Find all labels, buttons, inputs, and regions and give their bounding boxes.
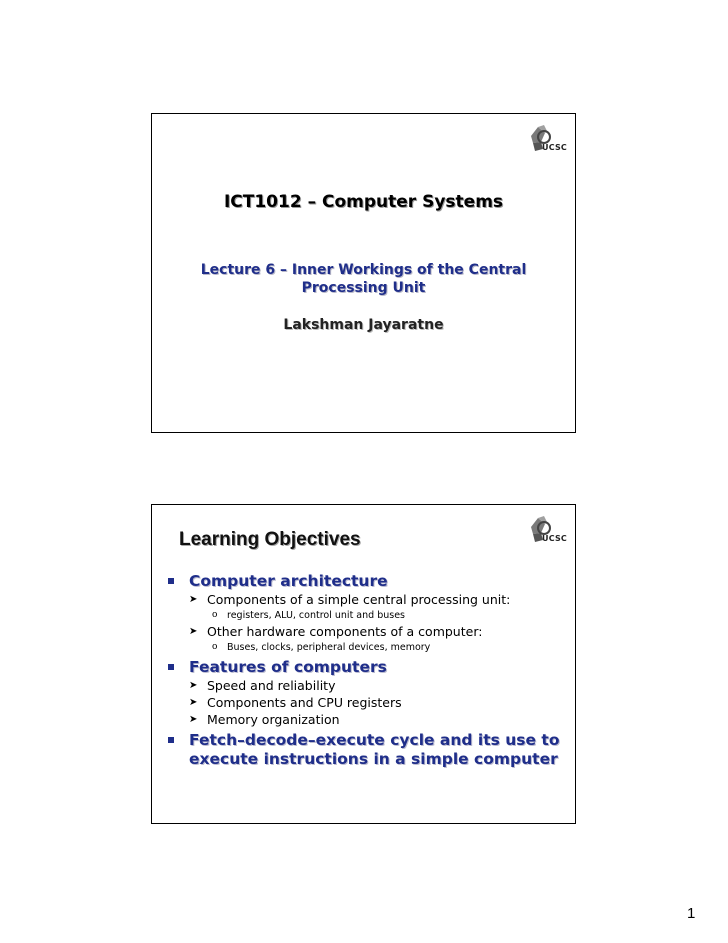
objective-item — [152, 572, 575, 591]
sub-item — [152, 694, 575, 711]
objectives-slide — [151, 504, 576, 824]
logo-text: UCSC — [542, 143, 567, 152]
objective-text: Computer architecture — [189, 572, 388, 590]
arrow-bullet-icon: ➤ — [189, 697, 198, 708]
sub-item-text: Memory organization — [207, 712, 340, 727]
objectives-list — [152, 569, 575, 769]
detail-item — [152, 608, 575, 623]
square-bullet-icon — [168, 737, 174, 743]
circle-bullet-icon: o — [212, 642, 218, 652]
square-bullet-icon — [168, 578, 174, 584]
ucsc-logo — [525, 513, 569, 549]
objective-text: Fetch–decode–execute cycle and its use to execute instructions in a simple computer — [189, 731, 560, 768]
lecture-title: Lecture 6 – Inner Workings of the Central Processing Unit — [200, 262, 527, 296]
objective-text: Features of computers — [189, 658, 387, 676]
slide-heading: Learning Objectives — [179, 529, 361, 550]
sub-item — [152, 711, 575, 728]
arrow-bullet-icon: ➤ — [189, 594, 198, 605]
detail-item — [152, 640, 575, 655]
ucsc-logo — [525, 122, 569, 158]
square-bullet-icon — [168, 664, 174, 670]
sub-item — [152, 677, 575, 694]
arrow-bullet-icon: ➤ — [189, 680, 198, 691]
objective-item — [152, 731, 575, 769]
sub-item — [152, 623, 575, 640]
objective-item — [152, 658, 575, 677]
author-name: Lakshman Jayaratne — [283, 317, 444, 333]
sub-item-text: Components and CPU registers — [207, 695, 402, 710]
sub-item-text: Other hardware components of a computer: — [207, 624, 483, 639]
sub-item-text: Components of a simple central processing unit: — [207, 592, 511, 607]
logo-text: UCSC — [542, 534, 567, 543]
detail-text: Buses, clocks, peripheral devices, memory — [227, 642, 431, 653]
circle-bullet-icon: o — [212, 610, 218, 620]
arrow-bullet-icon: ➤ — [189, 626, 198, 637]
ucsc-emblem-icon — [525, 122, 569, 158]
title-slide — [151, 113, 576, 433]
page-number: 1 — [687, 905, 696, 922]
sub-item-text: Speed and reliability — [207, 678, 336, 693]
sub-item — [152, 591, 575, 608]
ucsc-emblem-icon — [525, 513, 569, 549]
arrow-bullet-icon: ➤ — [189, 714, 198, 725]
detail-text: registers, ALU, control unit and buses — [227, 610, 405, 621]
course-title: ICT1012 – Computer Systems — [223, 192, 504, 212]
